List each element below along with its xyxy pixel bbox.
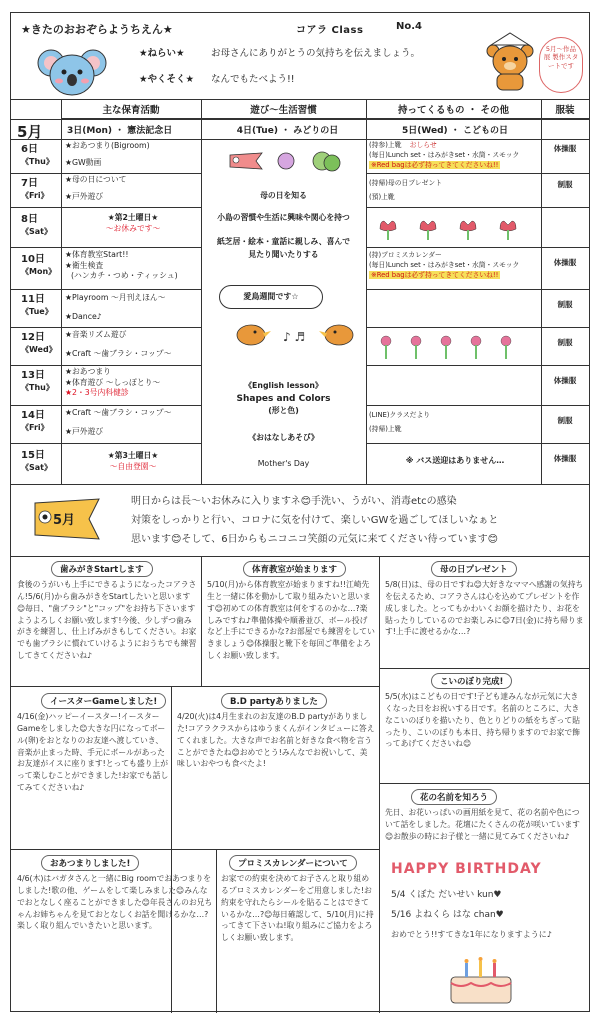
play-line-4: 見たり聞いたりする <box>248 250 319 259</box>
col-activity: 主な保育活動 <box>61 99 201 119</box>
box-divider <box>201 556 202 686</box>
day-12 <box>11 331 61 355</box>
items-14 <box>369 411 541 435</box>
box-title-toothbrush: 歯みがきStartします <box>51 561 153 577</box>
item-line: (LINE)クラスだより <box>369 411 431 419</box>
items-6 <box>369 141 541 171</box>
grid-line <box>11 119 589 120</box>
item-line: (預)上靴 <box>369 192 395 201</box>
aim-text: お母さんにありがとうの気持ちを伝えましょう。 <box>211 48 421 59</box>
grid-line <box>11 405 201 406</box>
item-line: (毎日)Lunch set・はみがきset・水筒・スモック <box>369 260 520 269</box>
grid-line <box>11 443 201 444</box>
activity-line: ★Craft 〜歯ブラシ・コップ〜 <box>65 348 172 358</box>
cake-illustration <box>441 953 521 1007</box>
activity-7 <box>65 175 201 202</box>
activity-line: ★音楽リズム遊び <box>65 330 127 339</box>
day-13 <box>11 369 61 393</box>
play-line-5: 《English lesson》 <box>244 381 323 390</box>
birthday-3: おめでとう!!すてきな1年になりますように♪ <box>391 930 552 939</box>
activity-line: ★Dance♪ <box>65 311 102 321</box>
day-dow: 《Fri》 <box>21 190 49 200</box>
box-title-mothers-day: 母の日プレゼント <box>431 561 517 577</box>
box-body-gym: 5/10(月)から体育教室が始まりますね!!江崎先生と一緒に体を動かして取り組みたいと思います😊初めての体育教室は何をするのかな…?楽しみですね♪準備体操や順番並び、ボール投げなど上手にできるかな?お部屋でも練習をしていきましょう😊体操服と靴下を毎回ご準備をよろしくお願い致します。 <box>207 580 375 661</box>
day-dow: 《Sat》 <box>21 462 52 472</box>
activity-line: ★GW動画 <box>65 157 102 167</box>
grid-line <box>11 327 201 328</box>
grid-line <box>366 289 589 290</box>
grid-line <box>11 247 201 248</box>
school-name: ★きたのおおぞらようちえん★ <box>21 23 173 36</box>
bear-illustration <box>481 29 539 93</box>
grid-line <box>11 289 201 290</box>
day-date: 12日 <box>21 332 45 343</box>
activity-line: (ハンカチ・つめ・ティッシュ) <box>71 271 178 281</box>
uniform-12: 制服 <box>557 338 573 347</box>
newsletter-header <box>11 13 589 99</box>
item-line: (持帰)上靴 <box>369 424 402 433</box>
play-line-3: 紙芝居・絵本・童話に親しみ、喜んで <box>216 237 350 246</box>
uniform-10: 体操服 <box>553 258 577 267</box>
grid-line <box>366 247 589 248</box>
grid-line <box>11 139 589 140</box>
day-10 <box>11 253 61 277</box>
box-title-gathering: おあつまりしました! <box>41 855 139 871</box>
uniform-11: 制服 <box>557 300 573 309</box>
activity-line: 〜自由登園〜 <box>109 461 157 471</box>
day-date: 14日 <box>21 410 45 421</box>
item-note: おしらせ <box>409 141 437 149</box>
day-7 <box>11 177 61 201</box>
activity-8 <box>65 213 201 234</box>
activity-10 <box>65 250 201 282</box>
month-badge: 5月 <box>53 513 76 528</box>
box-body-easter: 4/16(金)ハッピーイースター!イースターGameをしました😊大きな円になってボール(卵)をおとなりのお友達へ渡していき、音楽が止まった時、手元にボールがあったお友達がイスに座ります!とっても盛り上がって楽しむことができました!お家でも話してみてくださいね♪ <box>17 712 169 793</box>
day-15 <box>11 449 61 473</box>
subhead-d5: 5日(Wed) ・ こどもの日 <box>402 126 508 136</box>
activity-line: ★Playroom 〜月刊えほん〜 <box>65 293 166 302</box>
month-label: 5月 <box>17 123 43 141</box>
day-date: 10日 <box>21 254 45 265</box>
box-body-gathering: 4/6(木)はバガタさんと一緒にBig roomでおあつまりをしました!歌の他、ゲームをして楽しみました😊みんなでおとなしく座ることができました😊年長さんのお兄ちゃんお姉ちゃんを見ておとなしくお話を聞けるかな…?楽しく取り組んでいきたいと思います。 <box>17 874 213 931</box>
play-line-7: (形と色) <box>268 406 299 415</box>
item-line: (持)プロミスカレンダー <box>369 251 442 259</box>
item-warning: ※Red bagは必ず持ってきてくださいね!! <box>371 270 499 279</box>
day-date: 6日 <box>21 144 38 155</box>
section-line <box>11 484 589 485</box>
grid-line <box>366 365 589 366</box>
col-uniform: 服装 <box>541 99 589 119</box>
subhead-d3: 3日(Mon) ・ 憲法記念日 <box>67 126 173 136</box>
day-dow: 《Fri》 <box>21 422 49 432</box>
day-date: 8日 <box>21 214 38 225</box>
uniform-15: 体操服 <box>553 454 577 463</box>
activity-line: ★第2土曜日★ <box>107 213 159 222</box>
box-divider <box>216 849 217 1013</box>
box-body-promise: お家での約束を決めてお子さんと取り組めるプロミスカレンダーをご用意しました!お約束を守れたらシールを貼ることはできているかな…?😊毎日確認して、5/10(月)に持ってきて下さいね!取り組みにご協力をよろしくお願い致します。 <box>221 874 374 943</box>
day-date: 7日 <box>21 178 38 189</box>
newsletter-page <box>10 12 590 1012</box>
item-warning: ※Red bagは必ず持ってきてくださいね!! <box>371 160 499 169</box>
svg-text:♪ ♬: ♪ ♬ <box>283 330 306 344</box>
box-title-bd-party: B.D partyありました <box>221 693 327 709</box>
message-line-2: 対策をしっかりと行い、コロナに気を付けて、楽しいGWを過ごしてほしいなぁと <box>131 515 499 526</box>
box-divider <box>379 783 589 784</box>
birthday-title: HAPPY BIRTHDAY <box>391 861 542 877</box>
uniform-13: 体操服 <box>553 376 577 385</box>
item-line: (毎日)Lunch set・はみがきset・水筒・スモック <box>369 150 520 159</box>
box-divider <box>11 686 379 687</box>
activity-line: ★衛生検査 <box>65 260 104 270</box>
tulip-border <box>376 217 536 241</box>
birthday-2: 5/16 よねくら はな chan♥ <box>391 910 504 920</box>
day-dow: 《Thu》 <box>21 382 54 392</box>
activity-15 <box>65 451 201 472</box>
box-divider <box>379 556 380 1013</box>
activity-line: ★体育遊び 〜しっぽとり〜 <box>65 377 161 387</box>
item-line: (持参)上靴 <box>369 141 402 149</box>
message-line-3: 思います😊そして、6日からもニコニコ笑顔の元気に来てください待っています😊 <box>131 534 499 545</box>
grid-line <box>366 207 589 208</box>
grid-line <box>366 405 589 406</box>
activity-line: ★戸外遊び <box>65 426 104 436</box>
box-body-bd-party: 4/20(火)は4月生まれのお友達のB.D partyがありました!コアラクラスからはゆうまくんがインタビューに答えてくれました。大きな声でお名前と好きな食べ物を言うことができたね😊おめでとう!みんなでお祝いして、美味しいおやつも食べたよ! <box>177 712 375 769</box>
carp-streamer-illustration <box>226 147 346 175</box>
activity-line: ★第3土曜日★ <box>107 451 159 460</box>
items-10 <box>369 251 541 281</box>
play-line-8: 《おはなしあそび》 <box>248 433 319 442</box>
grid-vline <box>61 99 62 484</box>
day-6 <box>11 143 61 167</box>
message-line-1: 明日からは長〜いお休みに入りますネ😊手洗い、うがい、消毒etcの感染 <box>131 496 457 507</box>
day-date: 11日 <box>21 294 45 305</box>
activity-line: 〜お休みです〜 <box>105 223 161 233</box>
day-8 <box>11 213 61 237</box>
activity-line: ★戸外遊び <box>65 191 104 201</box>
play-line-1: 母の日を知る <box>260 191 307 200</box>
box-title-easter: イースターGameしました! <box>41 693 166 709</box>
items-15: ※ バス送迎はありません… <box>405 456 505 465</box>
grid-line <box>11 173 201 174</box>
day-dow: 《Mon》 <box>21 266 57 276</box>
birthday-1: 5/4 くぼた だいせい kun♥ <box>391 890 502 900</box>
activity-line: ★母の日について <box>65 175 127 184</box>
activity-12 <box>65 330 201 359</box>
flower-border <box>376 331 536 361</box>
col-items: 持ってくるもの ・ その他 <box>366 99 541 119</box>
activity-line: ★おあつまり(Bigroom) <box>65 141 150 150</box>
box-divider <box>379 668 589 669</box>
section-line <box>11 556 589 557</box>
day-dow: 《Sat》 <box>21 226 52 236</box>
uniform-14: 制服 <box>557 416 573 425</box>
birds-illustration <box>231 313 361 353</box>
day-14 <box>11 409 61 433</box>
box-title-flowers: 花の名前を知ろう <box>411 789 497 805</box>
activity-13 <box>65 367 201 399</box>
box-body-toothbrush: 食後のうがいも上手にできるようになったコアラさん!5/6(月)から歯みがきをStartしたいと思います😊毎日、"歯ブラシ"と"コップ"をお持ち下さいますようよろしくお願い致します!今後、少しずつ歯みがきを練習し、仕上げみがきもしてください。お家でも歯ブラシに慣れていけるようにおうちでも練習してきてくださいね♪ <box>17 580 197 661</box>
play-line-9: Mother's Day <box>257 459 310 468</box>
day-date: 15日 <box>21 450 45 461</box>
activity-line: ★おあつまり <box>65 367 111 376</box>
grid-line <box>366 443 589 444</box>
grid-line <box>366 327 589 328</box>
day-date: 13日 <box>21 370 45 381</box>
box-body-carp: 5/5(水)はこどもの日です!子ども達みんなが元気に大きくなった日をお祝いする日です。名前のところに、大きなこいのぼりを描いたり、色とりどりの紙をちぎって貼ったり、こいのぼりも本日、持ち帰りますのでお家で飾ってあげてくださいね😊 <box>385 692 580 749</box>
grid-line <box>11 207 201 208</box>
activity-6 <box>65 141 201 168</box>
box-body-mothers-day: 5/8(日)は、母の日ですね😊大好きなママへ感謝の気持ちを伝えるため、コアラさんは心を込めてプレゼントを作成しました。とってもかわいくお顔を描けたり、お花を貼ったりしているのでお楽しみに😊7日(金)に持ち帰ります!上手に渡せるかな…? <box>385 580 584 637</box>
grid-vline <box>201 99 202 484</box>
promise-text: なんでもたべよう!! <box>211 74 295 85</box>
item-line: (持帰)母の日プレゼント <box>369 179 442 187</box>
activity-11 <box>65 293 201 322</box>
uniform-6: 体操服 <box>553 144 577 153</box>
activity-line: ★Craft 〜歯ブラシ・コップ〜 <box>65 408 172 417</box>
grid-vline <box>366 99 367 484</box>
aim-label: ★ねらい★ <box>139 48 185 59</box>
day-dow: 《Tue》 <box>21 306 53 316</box>
issue-number: No.4 <box>396 21 422 32</box>
box-title-promise: プロミスカレンダーについて <box>229 855 357 871</box>
col-play: 遊び〜生活習慣 <box>201 99 366 119</box>
day-dow: 《Thu》 <box>21 156 54 166</box>
box-title-carp: こいのぼり完成! <box>431 673 512 689</box>
box-divider <box>11 849 379 850</box>
uniform-7: 制服 <box>557 180 573 189</box>
class-name: コアラ Class <box>296 25 364 36</box>
bird-week-bubble: 愛鳥週間です☆ <box>219 285 323 309</box>
corner-note: 5月〜作品展 製作スタートです <box>539 37 583 93</box>
box-body-flowers: 先日、お花いっぱいの画用紙を見て、花の名前や色について話をしました。花壇にたくさんの花が咲いています😊お散歩の時にお子様と一緒に見てみてくださいね♪ <box>385 808 580 841</box>
grid-line <box>11 365 201 366</box>
play-line-2: 小島の習慣や生活に興味や関心を持つ <box>217 213 350 222</box>
box-title-gym: 体育教室が始まります <box>243 561 346 577</box>
day-dow: 《Wed》 <box>21 344 57 354</box>
play-line-6: Shapes and Colors <box>236 394 331 404</box>
items-7 <box>369 179 541 203</box>
day-11 <box>11 293 61 317</box>
grid-line <box>366 173 589 174</box>
subhead-d4: 4日(Tue) ・ みどりの日 <box>236 126 339 136</box>
activity-line: ★2・3号内科健診 <box>65 388 129 398</box>
activity-14 <box>65 408 201 437</box>
grid-vline <box>541 99 542 484</box>
promise-label: ★やくそく★ <box>139 74 195 85</box>
koala-illustration <box>37 43 107 97</box>
activity-line: ★体育教室Start!! <box>65 250 129 259</box>
